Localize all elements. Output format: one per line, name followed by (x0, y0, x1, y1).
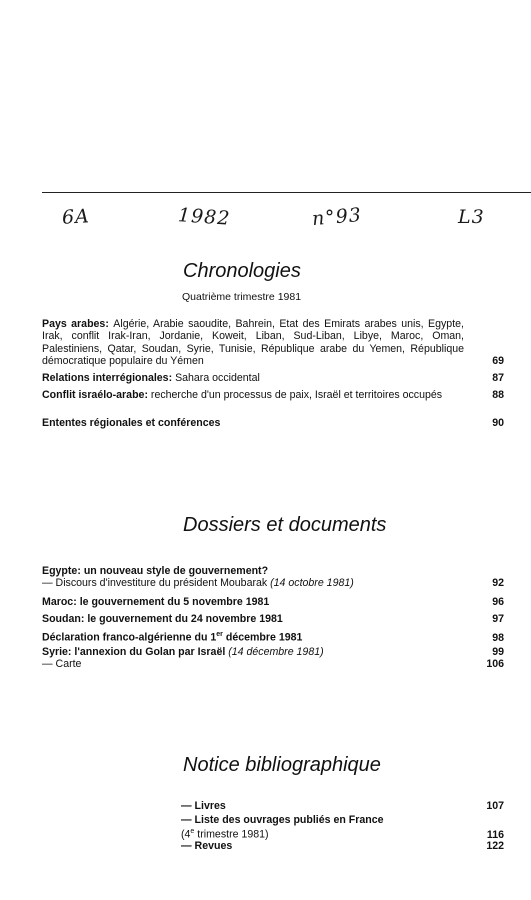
toc-entry-carte[interactable] (42, 658, 504, 670)
toc-entry-egypte[interactable]: Egypte: un nouveau style de gouvernement? — Discours d'investiture du président Moubarak (14 octobre 1981) 92 (42, 565, 504, 590)
entry-text: — Carte (42, 658, 82, 670)
top-rule (42, 192, 531, 193)
page-number: 90 (492, 417, 504, 429)
entry-label: Ententes régionales et conférences (42, 417, 221, 429)
entry-text: Algérie, Arabie saoudite, Bahrein, Etat des Emirats arabes unis, Egypte, Irak, conflit Irak-Iran, Jordanie, Koweit, Liban, Sud-Liban, Libye, Maroc, Oman, Palestiniens, Qatar, Soudan, Syrie, Tunisie, République arabe du Yemen, République démocratique populaire du Yémen (42, 318, 464, 368)
handwritten-note-1: 6A (61, 205, 91, 229)
entry-text: un nouveau style de gouvernement? (83, 565, 269, 577)
toc-entry-livres[interactable] (181, 800, 504, 812)
toc-entry-pays-arabes[interactable]: Pays arabes: Algérie, Arabie saoudite, Bahrein, Etat des Emirats arabes unis, Egypte, Irak, conflit Irak-Iran, Jordanie, Koweit, Liban, Sud-Liban, Libye, Maroc, Oman, Palestiniens, Qatar, Soudan, Syrie, Tunisie, République arabe du Yemen, République démocratique populaire du Yémen 69 (42, 318, 504, 368)
entry-label: Egypte (42, 565, 78, 577)
toc-entry-ententes-regionales[interactable] (42, 417, 504, 429)
page-number: 96 (492, 596, 504, 608)
page-number: 69 (492, 355, 504, 368)
page-number: 88 (492, 389, 504, 401)
notice-title: Notice bibliographique (183, 754, 381, 776)
page-number: 97 (492, 613, 504, 625)
toc-entry-relations-interregionales[interactable]: Relations interrégionales: Sahara occidental 87 (42, 372, 504, 384)
entry-text: Déclaration franco-algérienne du 1 (42, 631, 217, 644)
dossiers-title: Dossiers et documents (183, 514, 387, 536)
page-number: 99 (492, 646, 504, 658)
page-number: 122 (486, 840, 504, 852)
toc-entry-conflit-israelo-arabe[interactable]: Conflit israélo-arabe: recherche d'un processus de paix, Israël et territoires occupés 88 (42, 389, 504, 401)
entry-text: l'annexion du Golan par Israël (74, 646, 226, 658)
chronologies-subtitle: Quatrième trimestre 1981 (182, 291, 302, 303)
entry-superscript: e (190, 828, 195, 836)
entry-text: le gouvernement du 24 novembre 1981 (87, 613, 283, 625)
entry-text: Sahara occidental (175, 372, 260, 384)
page-number: 92 (492, 577, 504, 590)
entry-date: (14 octobre 1981) (270, 577, 354, 590)
toc-entry-liste-ouvrages[interactable] (181, 814, 504, 841)
entry-text-after: décembre 1981 (225, 631, 303, 644)
toc-entry-soudan[interactable]: Soudan: le gouvernement du 24 novembre 1981 97 (42, 613, 504, 625)
page-number: 116 (486, 828, 504, 841)
entry-subline: — Discours d'investiture du président Moubarak (42, 577, 268, 590)
entry-label: Syrie (42, 646, 68, 658)
toc-entry-syrie[interactable]: Syrie: l'annexion du Golan par Israël (14 décembre 1981) 99 (42, 646, 504, 658)
entry-label: Maroc (42, 596, 74, 608)
entry-label: Pays arabes (42, 318, 106, 330)
handwritten-note-2: 1982 (177, 204, 232, 230)
entry-subline-after: trimestre 1981) (197, 828, 269, 841)
entry-text: — Livres (181, 800, 226, 812)
entry-text: — Revues (181, 840, 233, 852)
chronologies-title: Chronologies (183, 260, 301, 282)
page-number: 106 (486, 658, 504, 670)
toc-entry-declaration[interactable] (42, 629, 504, 644)
entry-label: Relations interrégionales (42, 372, 169, 384)
entry-text: le gouvernement du 5 novembre 1981 (79, 596, 270, 608)
entry-text: recherche d'un processus de paix, Israël et territoires occupés (150, 389, 443, 401)
page-number: 107 (486, 800, 504, 812)
handwritten-note-4: L3 (458, 206, 485, 228)
page-number: 98 (492, 631, 504, 644)
entry-text: — Liste des ouvrages publiés en France (181, 814, 384, 826)
entry-label: Conflit israélo-arabe (42, 389, 145, 401)
page-number: 87 (492, 372, 504, 384)
entry-date: (14 décembre 1981) (228, 646, 324, 658)
toc-entry-revues[interactable] (181, 840, 504, 852)
toc-entry-maroc[interactable]: Maroc: le gouvernement du 5 novembre 1981 96 (42, 596, 504, 608)
handwritten-note-3: n°93 (311, 203, 363, 231)
entry-label: Soudan (42, 613, 81, 625)
entry-superscript: er (216, 631, 223, 638)
entry-subline-before: (4 (181, 828, 191, 841)
